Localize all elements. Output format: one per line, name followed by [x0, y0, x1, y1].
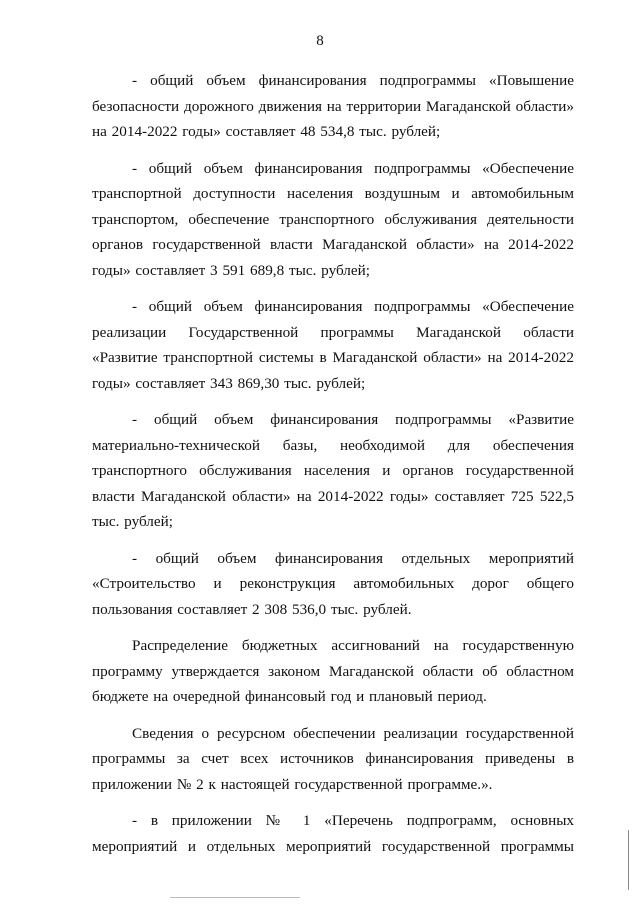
paragraph-road-safety-funding: - общий объем финансирования подпрограммы «Повышение безопасности дорожного движения на территории Магаданской области» на 2014-2022 годы» составляет 48 534,8 тыс. рублей; — [92, 72, 574, 140]
paragraph-road-construction-funding: - общий объем финансирования отдельных мероприятий «Строительство и реконструкция автомобильных дорог общего пользования составляет 2 308 536,0 тыс. рублей. — [92, 549, 574, 618]
scan-edge-mark — [628, 830, 629, 890]
scan-bottom-line — [170, 897, 300, 898]
paragraph-program-implementation-funding: - общий объем финансирования подпрограммы «Обеспечение реализации Государственной программы Магаданской области «Развитие транспортной системы в Магаданской области» на 2014-2022 годы» составляет 343 869,30 тыс. рублей; — [92, 298, 574, 392]
document-body — [92, 68, 574, 859]
paragraph-resource-information: Сведения о ресурсном обеспечении реализации государственной программы за счет всех источников финансирования приведены в приложении № 2 к настоящей государственной программе.». — [92, 724, 574, 793]
page-number: 8 — [316, 33, 324, 49]
paragraph-appendix-1: - в приложении № 1 «Перечень подпрограмм, основных мероприятий и отдельных мероприятий государственной программы — [92, 812, 574, 855]
paragraph-material-base-funding: - общий объем финансирования подпрограммы «Развитие материально-технической базы, необходимой для обеспечения транспортного обслуживания населения и органов государственной власти Магаданской области» на 2014-2022 годы» составляет 725 522,5 тыс. рублей; — [92, 411, 574, 530]
paragraph-budget-allocation: Распределение бюджетных ассигнований на государственную программу утверждается законом Магаданской области об областном бюджете на очередной финансовый год и плановый период. — [92, 637, 574, 705]
paragraph-transport-accessibility-funding: - общий объем финансирования подпрограммы «Обеспечение транспортной доступности населения воздушным и автомобильным транспортом, обеспечение транспортного обслуживания деятельности органов государственной власти Магаданской области» на 2014-2022 годы» составляет 3 591 689,8 тыс. рублей; — [92, 159, 574, 279]
